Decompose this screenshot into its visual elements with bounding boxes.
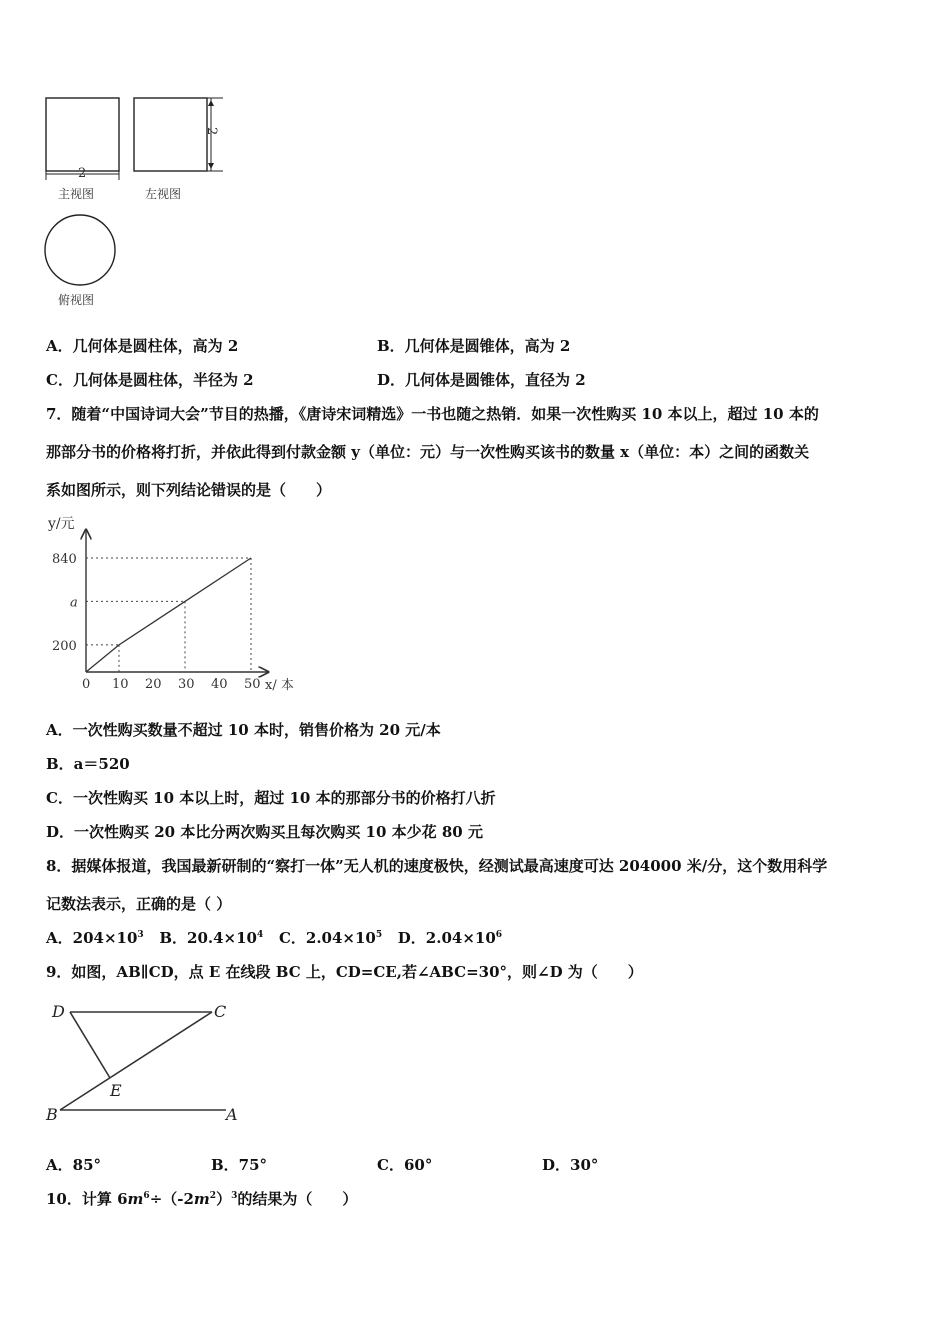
y-axis-label: y/元	[48, 516, 75, 532]
segment-cb	[60, 1012, 212, 1110]
x-tick-label: 20	[145, 677, 162, 692]
q7-option-b[interactable]: B．a＝520	[46, 755, 130, 773]
side-view-dim-value: 2	[204, 127, 219, 136]
q8-option-c[interactable]: C．$2.04\times 10^5$	[278, 929, 383, 947]
top-view-label: 俯视图	[58, 293, 95, 307]
q9-option-a[interactable]: A．85°	[46, 1156, 102, 1174]
side-view-square	[134, 98, 207, 171]
x-tick-label: 30	[178, 677, 195, 692]
q8-option-b[interactable]: B．$20.4\times 10^4$	[159, 929, 264, 947]
q7-stem-line3: 系如图所示，则下列结论错误的是（ ）	[46, 481, 332, 499]
point-d-label: D	[52, 1002, 65, 1021]
q8-option-a[interactable]: A．$204\times 10^3$	[46, 929, 144, 947]
q7-stem-line1: 7．随着“中国诗词大会”节目的热播，《唐诗宋词精选》一书也随之热销．如果一次性购买 10 本以上，超过 10 本的	[46, 405, 819, 423]
q6-option-d[interactable]: D．几何体是圆锥体，直径为 2	[377, 371, 586, 389]
q7-option-d[interactable]: D．一次性购买 20 本比分两次购买且每次购买 10 本少花 80 元	[46, 823, 483, 841]
y-tick-label: a	[70, 595, 78, 611]
front-view-square	[46, 98, 119, 171]
q7-option-a[interactable]: A．一次性购买数量不超过 10 本时，销售价格为 20 元/本	[46, 721, 441, 739]
point-e-label: E	[110, 1081, 122, 1100]
q6-option-c[interactable]: C．几何体是圆柱体，半径为 2	[46, 371, 254, 389]
three-view-figure	[38, 92, 238, 314]
front-view-label: 主视图	[58, 187, 95, 201]
q8-stem-line1: 8．据媒体报道，我国最新研制的“察打一体”无人机的速度极快，经测试最高速度可达 204000 米/分，这个数用科学	[46, 857, 828, 875]
point-a-label: A	[226, 1105, 238, 1124]
y-tick-label: 200	[52, 638, 77, 654]
segment-de	[70, 1012, 110, 1078]
q9-option-b[interactable]: B．75°	[211, 1156, 268, 1174]
x-tick-label: 0	[82, 677, 91, 692]
q10-stem: 10．计算 $6m^6\div(-2m^2)^3$的结果为（ ）	[46, 1190, 358, 1208]
front-view-dim-value: 2	[78, 166, 87, 181]
x-tick-label: 40	[211, 677, 228, 692]
q8-options	[46, 928, 502, 948]
point-c-label: C	[214, 1002, 227, 1021]
q7-chart	[40, 512, 310, 697]
q6-option-a[interactable]: A．几何体是圆柱体，高为 2	[46, 337, 239, 355]
side-view-label: 左视图	[145, 187, 182, 201]
q7-option-c[interactable]: C．一次性购买 10 本以上时，超过 10 本的那部分书的价格打八折	[46, 789, 496, 807]
x-axis-label: x/ 本	[265, 678, 294, 693]
top-view-circle	[45, 215, 115, 285]
y-tick-label: 840	[52, 552, 77, 568]
series-line	[86, 558, 251, 672]
point-b-label: B	[46, 1105, 58, 1124]
q9-stem: 9．如图，AB∥CD，点 E 在线段 BC 上，CD=CE,若∠ABC=30°，则∠D 为（ ）	[46, 963, 643, 981]
q9-option-c[interactable]: C．60°	[377, 1156, 433, 1174]
q9-figure	[40, 996, 250, 1131]
x-tick-label: 50	[244, 677, 261, 692]
q8-option-d[interactable]: D．$2.04\times 10^6$	[397, 929, 503, 947]
q9-option-d[interactable]: D．30°	[542, 1156, 599, 1174]
q7-stem-line2: 那部分书的价格将打折，并依此得到付款金额 y（单位：元）与一次性购买该书的数量 x（单位：本）之间的函数关	[46, 443, 810, 461]
q8-stem-line2: 记数法表示，正确的是（ ）	[46, 895, 232, 913]
x-tick-label: 10	[112, 677, 129, 692]
q6-option-b[interactable]: B．几何体是圆锥体，高为 2	[377, 337, 571, 355]
